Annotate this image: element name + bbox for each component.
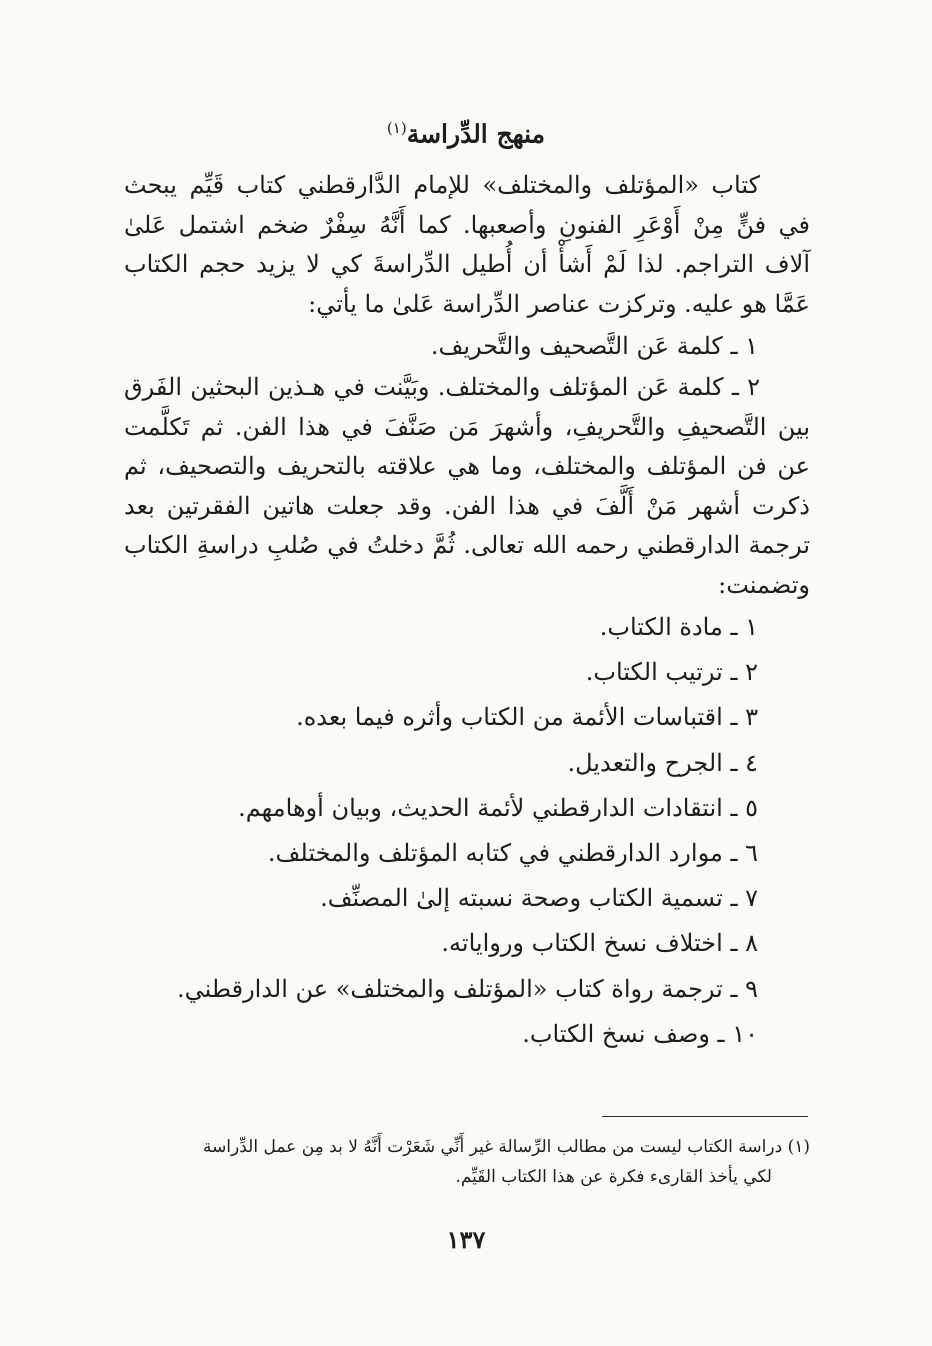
footnote: [124, 1132, 810, 1192]
list-item: ٢ ـ ترتيب الكتاب.: [585, 658, 758, 687]
footnote-line-1: (١) دراسة الكتاب ليست من مطالب الرِّسالة غير أَنِّي شَعَرْت أَنَّهُ لا بد مِن عمل الدِّراسة: [202, 1137, 810, 1157]
footnote-divider: [602, 1116, 808, 1117]
footnote-marker: (١): [386, 119, 407, 137]
list-item: ٦ ـ موارد الدارقطني في كتابه المؤتلف والمختلف.: [267, 839, 758, 868]
list-item: ٧ ـ تسمية الكتاب وصحة نسبته إلىٰ المصنِّف.: [320, 884, 758, 913]
section-heading: [0, 110, 932, 152]
heading-text: منهج الدِّراسة: [406, 119, 546, 149]
numbered-item-2: ٢ ـ كلمة عَن المؤتلف والمختلف. وبَيَّنت في هـذين البحثين الفَرق بين التَّصحيفِ والتَّحريفِ، وأشهرَ مَن صَنَّفَ في هذا الفن. ثم تَكلَّمت عن فن المؤتلف والمختلف، وما هي علاقته بالتحريف والتصحيف، ثم ذكرت أشهر مَنْ أَلَّفَ في هذا الفن. وقد جعلت هاتين الفقرتين بعد ترجمة الدارقطني رحمه الله تعالى. ثُمَّ دخلتُ في صُلبِ دراسةِ الكتاب وتضمنت:: [124, 373, 810, 599]
list-item: ٣ ـ اقتباسات الأئمة من الكتاب وأثره فيما بعده.: [296, 703, 758, 732]
intro-paragraph: كتاب «المؤتلف والمختلف» للإمام الدَّارقطني كتاب قَيِّم يبحث في فنٍّ مِنْ أَوْعَرِ الفنونِ وأصعبها. كما أَنَّهُ سِفْرٌ ضخم اشتمل عَلىٰ آلاف التراجم. لذا لَمْ أَشأْ أن أُطيل الدِّراسةَ كي لا يزيد حجم الكتاب عَمَّا هو عليه. وتركزت عناصر الدِّراسة عَلىٰ ما يأتي:: [124, 171, 810, 318]
main-text: [124, 166, 810, 1057]
list-item: ٩ ـ ترجمة رواة كتاب «المؤتلف والمختلف» عن الدارقطني.: [177, 974, 758, 1003]
list-item: ٤ ـ الجرح والتعديل.: [567, 748, 758, 777]
numbered-item-1: ١ ـ كلمة عَن التَّصحيف والتَّحريف.: [430, 332, 758, 360]
list-item: ١ ـ مادة الكتاب.: [599, 613, 758, 641]
page-number: ١٣٧: [446, 1225, 486, 1254]
footnote-line-2: لكي يأخذ القارىء فكرة عن هذا الكتاب القَيِّم.: [455, 1167, 772, 1187]
contents-list: [124, 605, 810, 1057]
list-item: ١٠ ـ وصف نسخ الكتاب.: [522, 1019, 758, 1048]
list-item: ٥ ـ انتقادات الدارقطني لأئمة الحديث، وبيان أوهامهم.: [238, 793, 758, 822]
list-item: ٨ ـ اختلاف نسخ الكتاب ورواياته.: [441, 929, 758, 958]
